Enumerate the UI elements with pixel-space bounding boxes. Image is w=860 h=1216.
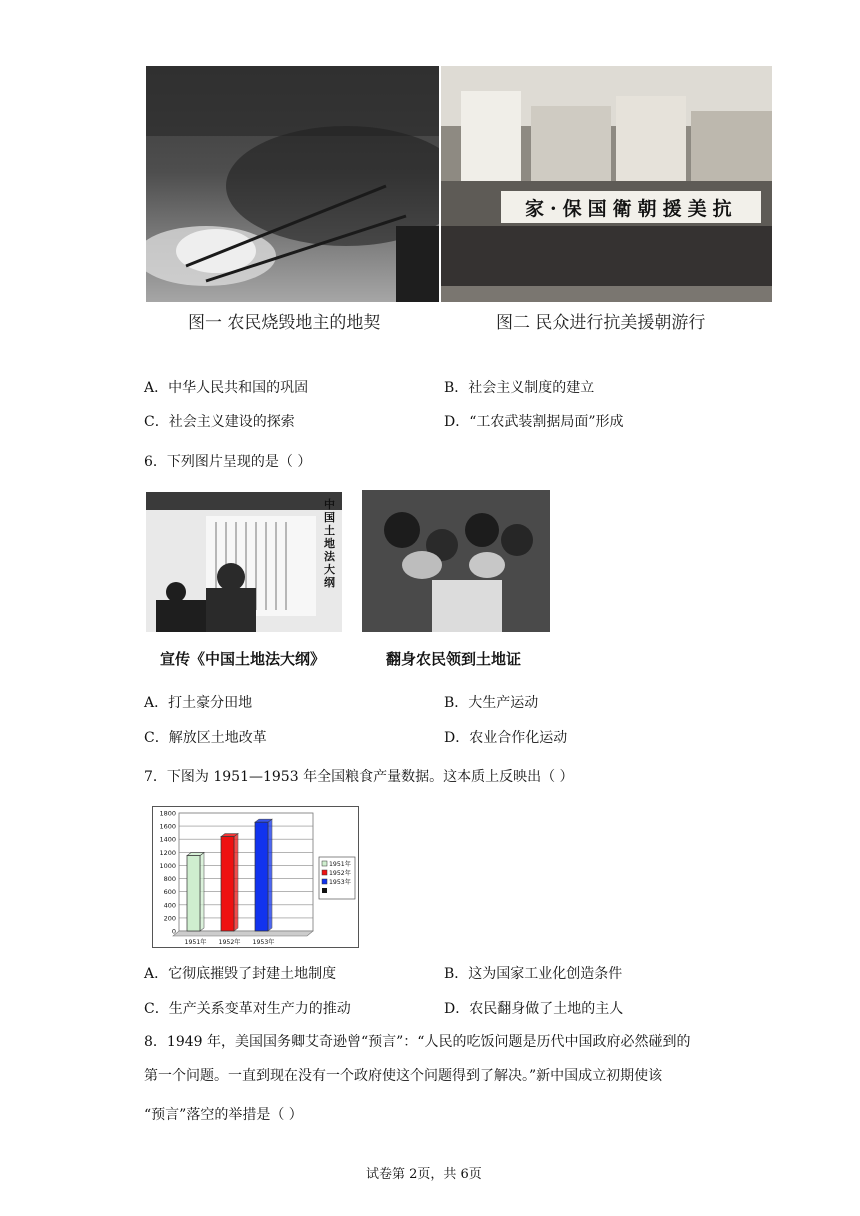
bar	[221, 837, 234, 931]
q6-option-b[interactable]: B．大生产运动	[444, 695, 539, 711]
y-tick-label: 800	[163, 875, 176, 884]
legend-swatch	[322, 879, 327, 884]
y-tick-label: 1800	[159, 809, 176, 818]
grain-chart-svg	[153, 807, 358, 947]
y-tick-label: 1400	[159, 835, 176, 844]
q5-option-a[interactable]: A．中华人民共和国的巩固	[144, 380, 309, 396]
photo-farmers-land-certificate	[362, 490, 550, 632]
q8-line1: 8．1949 年，美国国务卿艾奇逊曾“预言”：“人民的吃饭问题是历代中国政府必然碰到的	[144, 1034, 691, 1050]
bar-side	[268, 819, 272, 931]
bar-side	[200, 853, 204, 931]
y-tick-label: 200	[163, 914, 176, 923]
q8-line3: “预言”落空的举措是（ ）	[144, 1107, 303, 1123]
y-tick-label: 600	[163, 888, 176, 897]
q5-option-b[interactable]: B．社会主义制度的建立	[444, 380, 595, 396]
fig2-caption: 图二 民众进行抗美援朝游行	[496, 313, 706, 333]
chart-floor	[173, 931, 313, 936]
q8-line2: 第一个问题。一直到现在没有一个政府使这个问题得到了解决。”新中国成立初期使该	[144, 1068, 663, 1084]
legend-label: 1951年	[329, 861, 351, 868]
bar-side	[234, 834, 238, 931]
x-category-label: 1953年	[252, 939, 275, 946]
grain-chart	[152, 806, 359, 948]
page-footer: 试卷第 2页，共 6页	[366, 1167, 482, 1182]
y-tick-label: 400	[163, 901, 176, 910]
bar	[255, 822, 268, 931]
x-category-label: 1952年	[218, 939, 241, 946]
q5-option-d[interactable]: D．“工农武装割据局面”形成	[444, 414, 624, 430]
parade-banner-text: 家·保国衛朝援美抗	[525, 198, 738, 220]
photo-farmers-burning-deeds	[146, 66, 439, 302]
y-tick-label: 1000	[159, 861, 176, 870]
y-tick-label: 0	[171, 927, 176, 936]
fig1-caption: 图一 农民烧毁地主的地契	[188, 313, 381, 333]
legend-swatch-extra	[322, 888, 327, 893]
legend-label: 1952年	[329, 870, 351, 877]
legend-swatch	[322, 870, 327, 875]
top-figure	[144, 64, 774, 336]
q7-option-b[interactable]: B．这为国家工业化创造条件	[444, 966, 623, 982]
q7-stem: 7．下图为 1951—1953 年全国粮食产量数据。这本质上反映出（ ）	[144, 769, 574, 785]
bar	[187, 856, 200, 931]
photo-land-law-poster	[146, 492, 342, 632]
y-tick-label: 1600	[159, 822, 176, 831]
q7-option-d[interactable]: D．农民翻身做了土地的主人	[444, 1001, 624, 1017]
x-category-label: 1951年	[184, 939, 207, 946]
q6-stem: 6．下列图片呈现的是（ ）	[144, 454, 312, 470]
legend-label: 1953年	[329, 879, 351, 886]
poster-title-text: 中国土地法大纲	[324, 498, 335, 589]
photo-anti-us-parade	[441, 66, 772, 302]
q7-option-a[interactable]: A．它彻底摧毁了封建土地制度	[144, 966, 337, 982]
q5-option-c[interactable]: C．社会主义建设的探索	[144, 414, 295, 430]
q6-option-c[interactable]: C．解放区土地改革	[144, 730, 267, 746]
fig-left-caption: 宣传《中国土地法大纲》	[160, 650, 326, 668]
q6-option-a[interactable]: A．打土豪分田地	[144, 695, 253, 711]
fig-right-caption: 翻身农民领到土地证	[386, 650, 522, 668]
y-tick-label: 1200	[159, 848, 176, 857]
legend-swatch	[322, 861, 327, 866]
q6-option-d[interactable]: D．农业合作化运动	[444, 730, 568, 746]
q7-option-c[interactable]: C．生产关系变革对生产力的推动	[144, 1001, 351, 1017]
